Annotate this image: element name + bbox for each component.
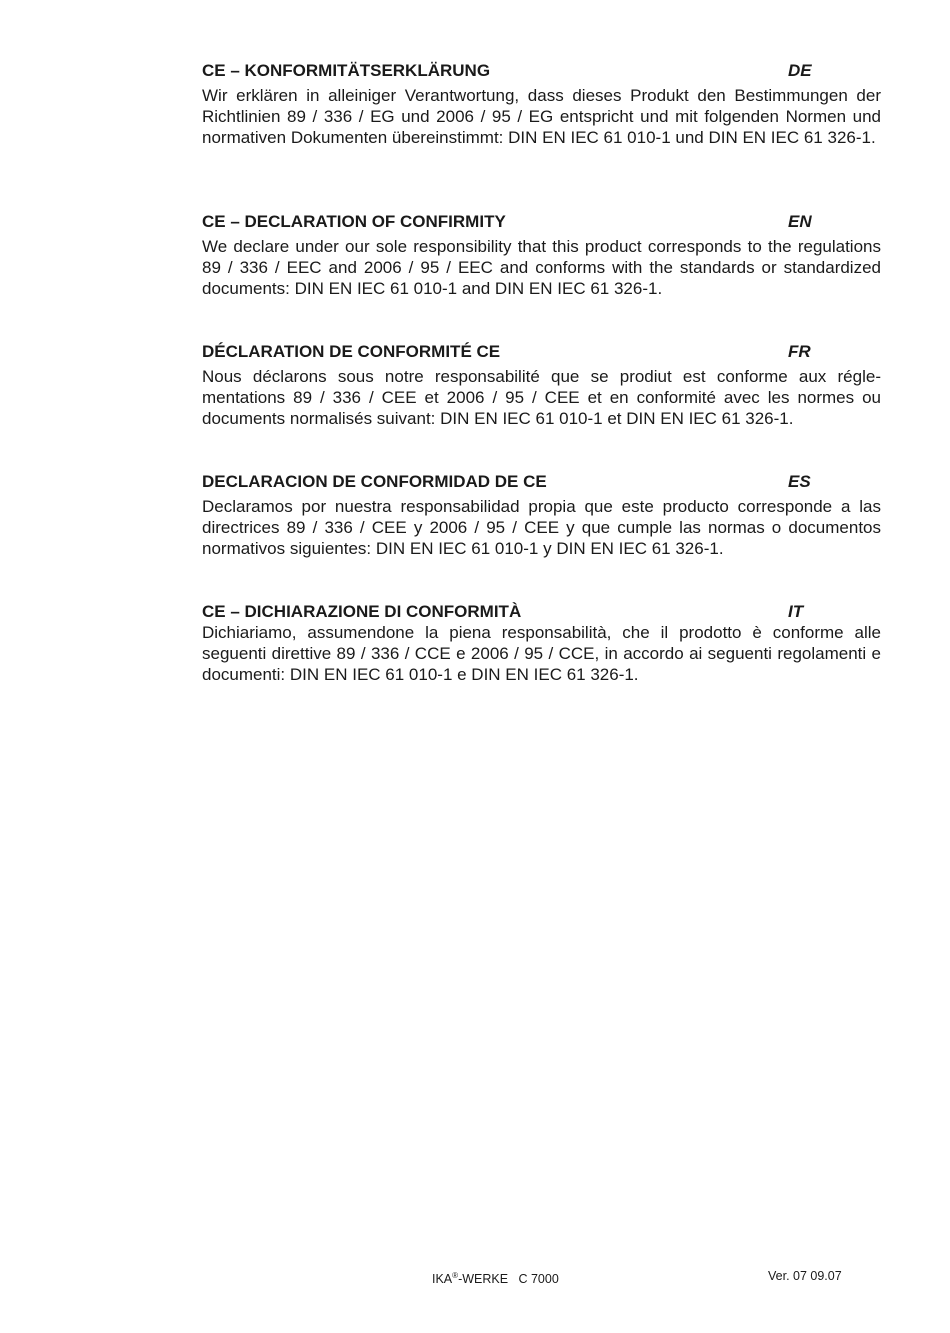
language-code: FR [788, 342, 811, 361]
section-it [202, 601, 881, 685]
section-body: We declare under our sole responsibility that this product corresponds to the regulations 89 / 336 / EEC and 2006 / 95 / EEC and conforms with the standards or standardized documents: DIN EN IEC 61 010-1 and DIN EN IEC 61 326-1. [202, 237, 881, 298]
section-es [202, 471, 881, 559]
footer-brand-model [432, 1268, 559, 1287]
footer-version: Ver. 07 09.07 [768, 1269, 842, 1283]
language-code: DE [788, 61, 812, 80]
section-de [202, 60, 881, 148]
footer-brand-suffix: -WERKE [458, 1272, 509, 1287]
section-en [202, 211, 881, 299]
language-code: IT [788, 602, 804, 621]
section-body: Declaramos por nuestra responsabilidad propia que este producto corresponde a las directrices 89 / 336 / CEE y 2006 / 95 / CEE y que cumple las normas o documentos normativos siguientes: DIN EN IEC 61 010-1 y DIN EN IEC 61 326-1. [202, 497, 881, 558]
footer-brand: IKA [432, 1272, 453, 1287]
registered-mark: ® [452, 1271, 459, 1280]
section-title: CE – DECLARATION OF CONFIRMITY [202, 212, 506, 231]
section-heading [202, 601, 881, 623]
section-body: Wir erklären in alleiniger Verantwortung, dass dieses Produkt den Bestimmungen der Richtlinien 89 / 336 / EG und 2006 / 95 / EG entspricht und mit folgenden Normen und normativen Dokumenten übereinstimmt: DIN EN IEC 61 010-1 und DIN EN IEC 61 326-1. [202, 86, 881, 147]
section-body: Dichiariamo, assumendone la piena responsabilità, che il prodotto è conforme alle seguenti direttive 89 / 336 / CCE e 2006 / 95 / CCE, in accordo ai seguenti regolamenti e documenti: DIN EN IEC 61 010-1 e DIN EN IEC 61 326-1. [202, 623, 881, 684]
section-heading [202, 60, 881, 82]
section-fr [202, 341, 881, 429]
section-title: DECLARACION DE CONFORMIDAD DE CE [202, 472, 547, 491]
section-heading [202, 341, 881, 363]
language-code: EN [788, 212, 812, 231]
footer-model: C 7000 [518, 1272, 559, 1287]
section-title: CE – DICHIARAZIONE DI CONFORMITÀ [202, 602, 522, 621]
section-heading [202, 471, 881, 493]
language-code: ES [788, 472, 811, 491]
section-heading [202, 211, 881, 233]
section-title: CE – KONFORMITÄTSERKLÄRUNG [202, 61, 491, 80]
section-body: Nous déclarons sous notre responsabilité que se prodiut est conforme aux réglementations 89 / 336 / CEE et 2006 / 95 / CEE et en conformité avec les normes ou documents normalisés suivant: DIN EN IEC 61 010-1 et DIN EN IEC 61 326-1. [202, 367, 881, 428]
section-title: DÉCLARATION DE CONFORMITÉ CE [202, 342, 501, 361]
